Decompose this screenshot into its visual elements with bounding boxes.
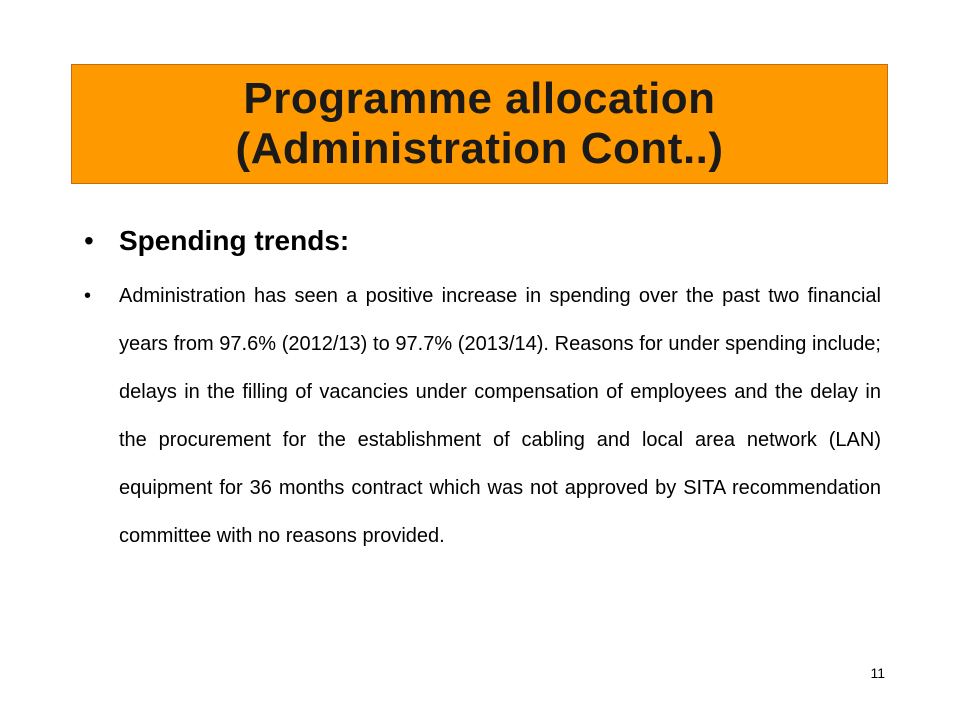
slide-body (84, 218, 881, 560)
page-number: 11 (870, 665, 885, 681)
heading-bullet (84, 218, 881, 264)
paragraph-bullet (84, 272, 881, 560)
bullet-dot-icon: • (84, 225, 94, 256)
bullet-dot-icon: • (84, 285, 92, 307)
slide-title-line-2: (Administration Cont..) (235, 124, 724, 173)
slide-title-line-1: Programme allocation (243, 74, 716, 123)
slide-title-banner (71, 64, 888, 184)
body-paragraph: Administration has seen a positive increase in spending over the past two financial years from 97.6% (2012/13) to 97.7% (2013/14). Reasons for under spending include; delays in the filling of vacancies under compensation of employees and the delay in the procurement for the establishment of cabling and local area network (LAN) equipment for 36 months contract which was not approved by SITA recommendation committee with no reasons provided. (119, 285, 881, 547)
section-heading: Spending trends: (119, 225, 350, 256)
